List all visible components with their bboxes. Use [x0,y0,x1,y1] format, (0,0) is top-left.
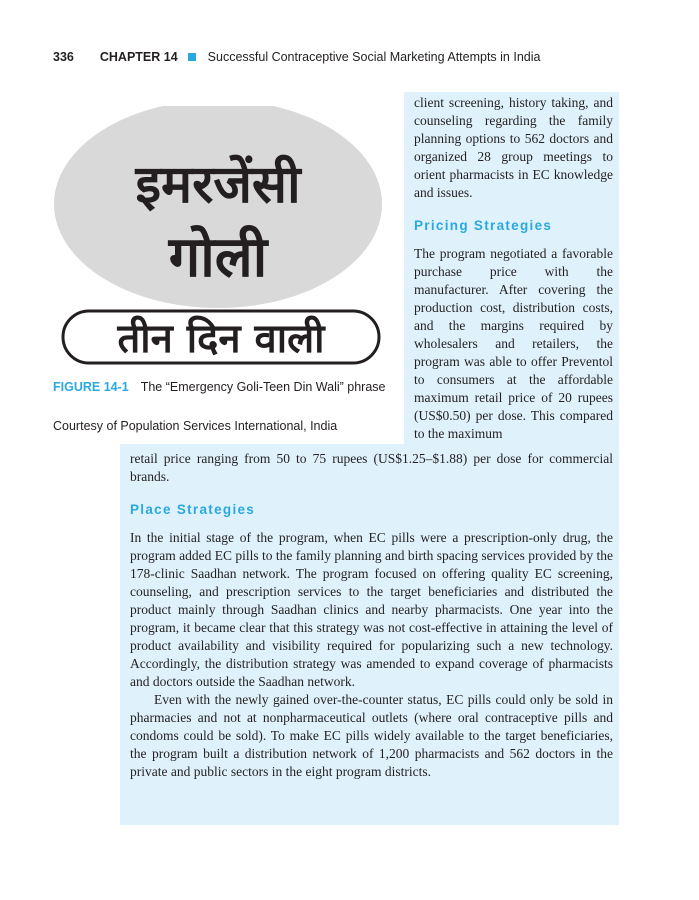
page-number: 336 [53,50,74,64]
right-column [414,94,613,443]
figure-label: FIGURE 14-1 [53,380,129,394]
figure-caption-text: The “Emergency Goli-Teen Din Wali” phrase [140,380,386,394]
place-paragraph-2: Even with the newly gained over-the-counter status, EC pills could only be sold in pharmacies and not at nonpharmaceutical outlets (where oral contraceptive pills and condoms could be sold). To make EC pills widely available to the target beneficiaries, the program built a distribution network of 1,200 pharmacists and 562 doctors in the private and public sectors in the eight program districts. [130,692,613,779]
hindi-line-1: इमरजेंसी [135,155,301,215]
wide-column [130,450,613,781]
emergency-goli-graphic [53,106,388,368]
figure-credit: Courtesy of Population Services International, India [53,419,338,433]
intro-paragraph: client screening, history taking, and counseling regarding the family planning options to 562 doctors and organized 28 group meetings to orient pharmacists in EC knowledge and issues. [414,95,613,200]
pricing-heading: Pricing Strategies [414,218,553,233]
square-bullet-icon [188,53,196,61]
figure-caption [53,379,388,395]
running-header [53,49,540,65]
pricing-paragraph-continued: retail price ranging from 50 to 75 rupees (US$1.25–$1.88) per dose for commercial brands. [130,451,613,484]
running-title: Successful Contraceptive Social Marketing Attempts in India [207,50,541,64]
pricing-paragraph: The program negotiated a favorable purchase price with the manufacturer. After covering the production cost, distribution costs, and the margins required by wholesalers and retailers, the program was able to offer Preventol to consumers at the affordable maximum retail price of 20 rupees (US$0.50) per dose. This compared to the maximum [414,246,613,441]
hindi-line-2: गोली [168,225,268,290]
chapter-label: CHAPTER 14 [99,50,178,64]
hindi-line-3: तीन दिन वाली [117,316,325,362]
place-paragraph-1: In the initial stage of the program, when EC pills were a prescription-only drug, the program added EC pills to the family planning and birth spacing services provided by the 178-clinic Saadhan network. The program focused on offering quality EC screening, counseling, and prescription services to the target beneficiaries and distributed the product mainly through Saadhan clinics and nearby pharmacists. One year into the program, it became clear that this strategy was not cost-effective in attaining the level of product availability and visibility required for popularizing such a new technology. Accordingly, the distribution strategy was amended to expand coverage of pharmacists and doctors outside the Saadhan network. [130,530,613,689]
place-heading: Place Strategies [130,502,256,517]
